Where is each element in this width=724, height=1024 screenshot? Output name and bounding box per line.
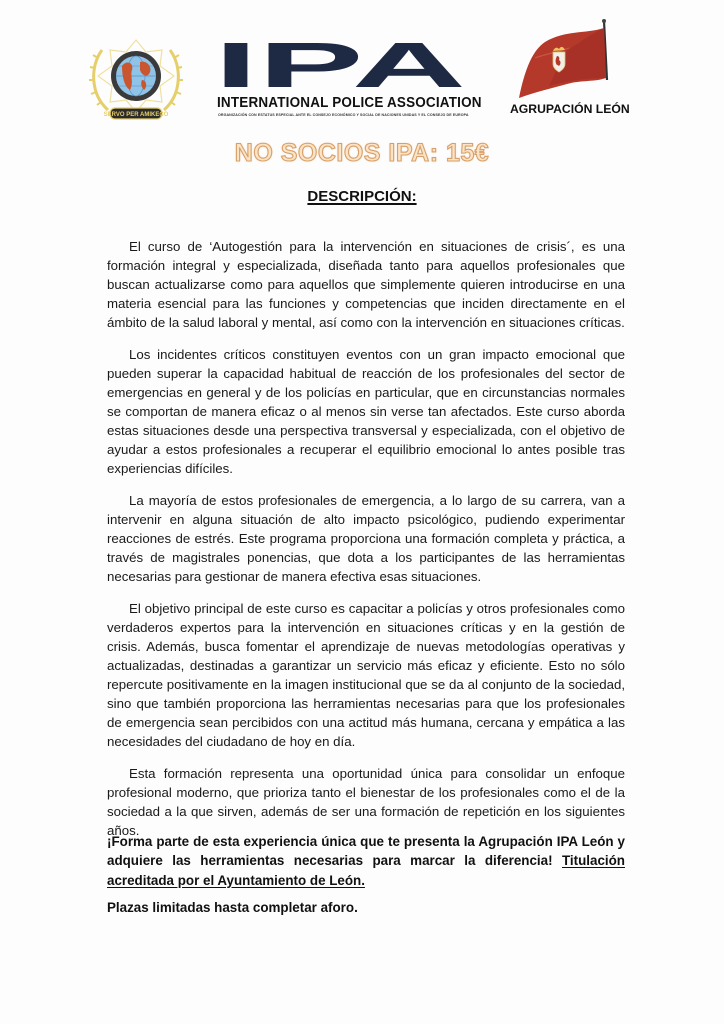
limited-places: Plazas limitadas hasta completar aforo. bbox=[107, 899, 358, 915]
organization-name: INTERNATIONAL POLICE ASSOCIATION bbox=[217, 95, 482, 111]
price-banner: NO SOCIOS IPA: 15€ bbox=[234, 139, 490, 167]
paragraph-objective: El objetivo principal de este curso es capacitar a policías y otros profesionales como verdaderos expertos para la intervención en situaciones críticas y en la gestión de crisis. Además, busca fomentar el aprendizaje de nuevas metodologías operativas y actualizadas, destinadas a garantizar un servicio más eficaz y eficiente. Esto no sólo repercute positivamente en la imagen institucional que se da al conjunto de la sociedad, sino que también proporciona las herramientas necesarias para que los profesionales de emergencia sean percibidos con una actitud más humana, cercana y empática a las necesidades del ciudadano de hoy en día. bbox=[107, 600, 625, 750]
paragraph-critical-incidents: Los incidentes críticos constituyen eventos con un gran impacto emocional que pueden superar la capacidad habitual de reacción de los profesionales del sector de emergencias en general y de los policías en particular, que en circunstancias normales se comportan de manera eficaz o al menos sin verse tan afectados. Este curso aborda estas situaciones desde una perspectiva transversal y especializada, con el objetivo de ayudar a estos profesionales a recuperar el equilibrio emocional lo antes posible tras experiencias difíciles. bbox=[107, 346, 625, 477]
leon-flag-icon bbox=[515, 18, 615, 103]
call-to-action-text: ¡Forma parte de esta experiencia única que te presenta la Agrupación IPA León y adquiere las herramientas necesarias para marcar la diferencia! bbox=[107, 834, 625, 869]
paragraph-opportunity: Esta formación representa una oportunidad única para consolidar un enfoque profesional moderno, que prioriza tanto el bienestar de los profesionales como el de la sociedad a la que sirven, además de ser una formación de repetición en los siguientes años. bbox=[107, 765, 625, 839]
ipa-emblem-icon bbox=[88, 36, 184, 124]
ipa-logo-letters: IPA bbox=[214, 40, 466, 90]
call-to-action bbox=[107, 832, 625, 890]
paragraph-career: La mayoría de estos profesionales de emergencia, a lo largo de su carrera, van a intervenir en alguna situación de alto impacto psicológico, pudiendo experimentar reacciones de estrés. Este programa proporciona una formación completa y práctica, a través de magistrales ponencias, que dota a los participantes de las herramientas necesarias para gestionar de manera efectiva esas situaciones. bbox=[107, 492, 625, 585]
section-title-text: DESCRIPCIÓN: bbox=[307, 188, 417, 205]
section-title bbox=[0, 188, 724, 205]
agrupacion-label: AGRUPACIÓN LEÓN bbox=[510, 102, 630, 116]
emblem-motto: SERVO PER AMIKECO bbox=[103, 112, 169, 118]
organization-subtitle: ORGANIZACIÓN CON ESTATUS ESPECIAL ANTE EL CONSEJO ECONÓMICO Y SOCIAL DE NACIONES UNIDAS Y EL CONSEJO DE EUROPA bbox=[218, 113, 469, 117]
paragraph-intro: El curso de ‘Autogestión para la intervención en situaciones de crisis´, es una formación integral y especializada, diseñada tanto para aquellos profesionales que buscan actualizarse como para aquellos que simplemente quieren introducirse en una materia esencial para las funciones y competencias que inciden directamente en el ámbito de la salud laboral y mental, así como con la intervención en situaciones críticas. bbox=[107, 239, 625, 331]
accreditation-text: Titulación acreditada por el Ayuntamiento de León. bbox=[107, 853, 625, 888]
description-body bbox=[107, 237, 625, 853]
ipa-logo bbox=[212, 40, 468, 90]
closing-section bbox=[107, 832, 625, 917]
